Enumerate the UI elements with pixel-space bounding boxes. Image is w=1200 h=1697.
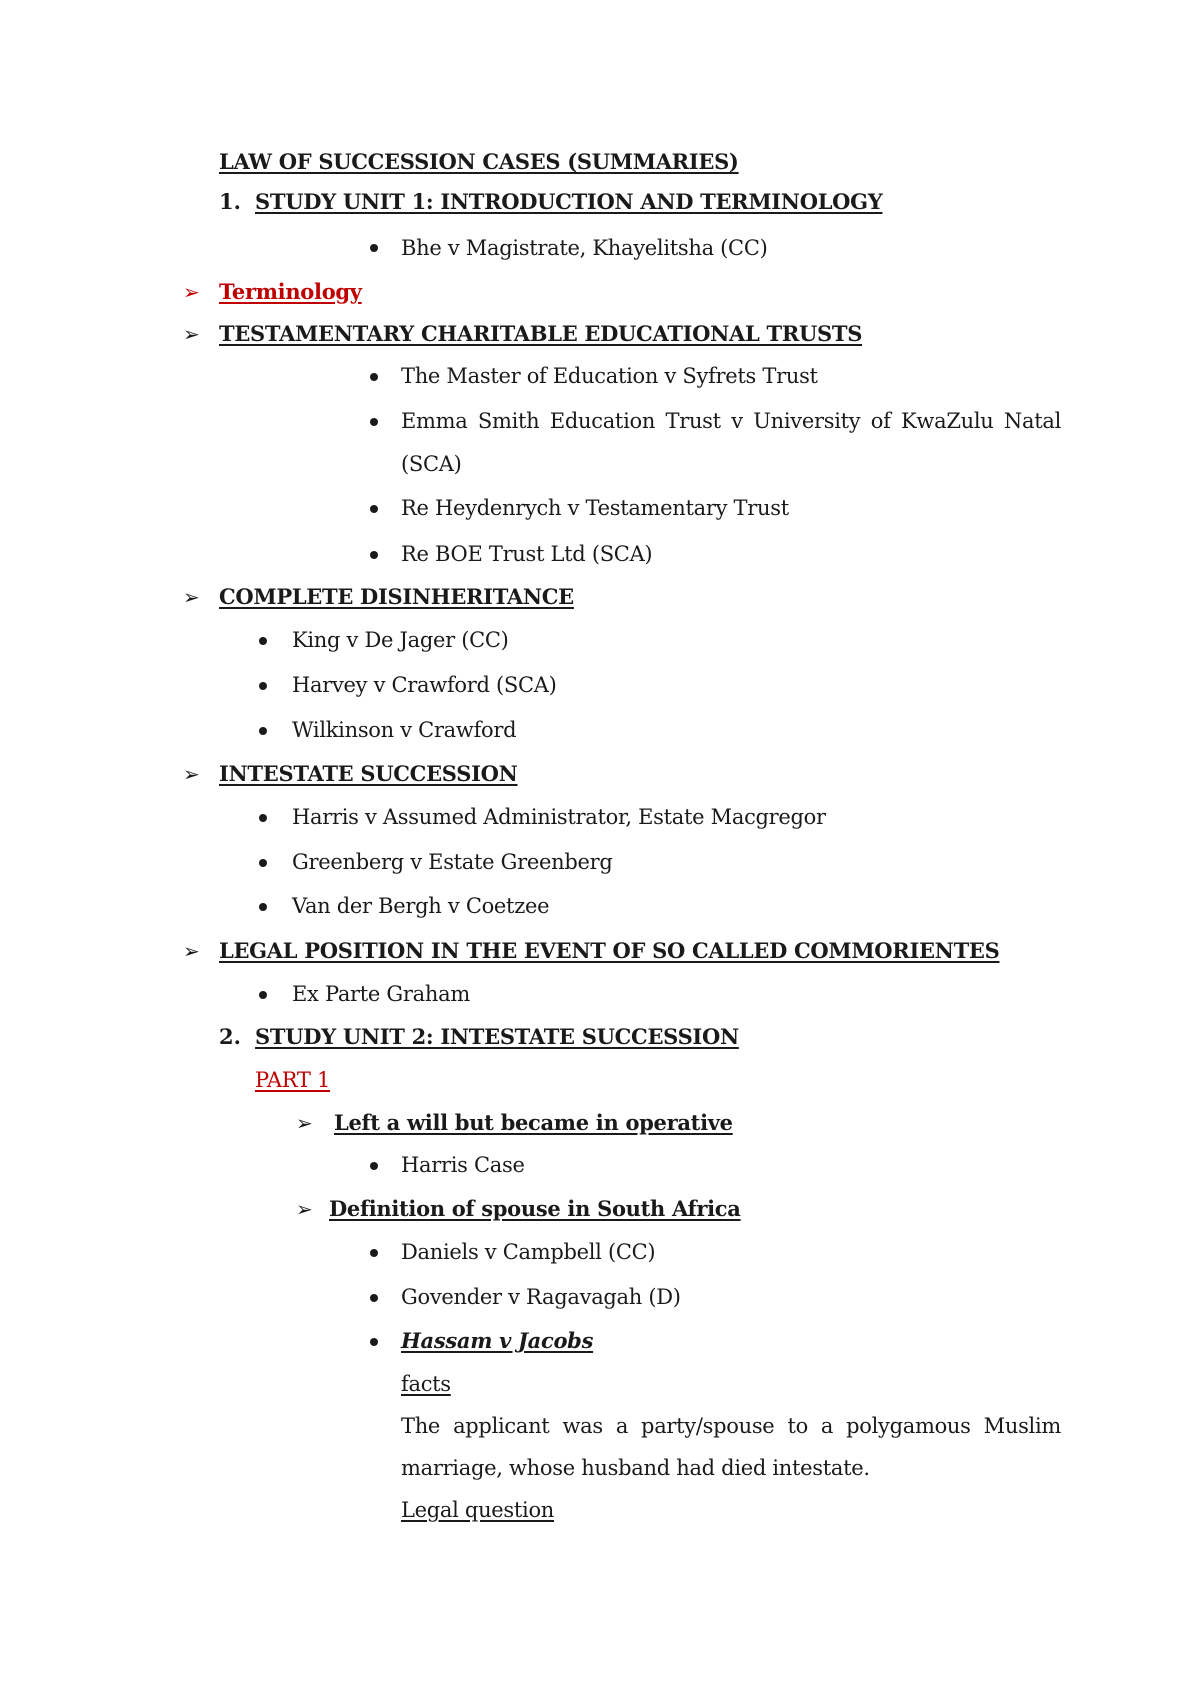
- arrow-bullet-icon: ➢: [183, 762, 200, 786]
- case-item: Daniels v Campbell (CC): [401, 1240, 656, 1264]
- section-commorientes-heading: LEGAL POSITION IN THE EVENT OF SO CALLED COMMORIENTES: [219, 938, 1000, 963]
- facts-label: facts: [401, 1372, 451, 1396]
- arrow-bullet-icon: ➢: [183, 322, 200, 346]
- spouse-heading: Definition of spouse in South Africa: [329, 1196, 741, 1221]
- case-item: Greenberg v Estate Greenberg: [292, 850, 613, 874]
- case-item: Harvey v Crawford (SCA): [292, 673, 557, 697]
- case-item: Harris Case: [401, 1153, 525, 1177]
- case-item: Van der Bergh v Coetzee: [292, 894, 550, 918]
- facts-text-continuation: marriage, whose husband had died intestate.: [401, 1456, 870, 1480]
- case-item: The Master of Education v Syfrets Trust: [401, 364, 818, 388]
- unit2-heading: STUDY UNIT 2: INTESTATE SUCCESSION: [255, 1024, 739, 1049]
- bullet-icon: [370, 1162, 378, 1170]
- bullet-icon: [370, 373, 378, 381]
- section-trusts-heading: TESTAMENTARY CHARITABLE EDUCATIONAL TRUSTS: [219, 321, 863, 346]
- case-item-continuation: (SCA): [401, 452, 462, 476]
- case-item: Emma Smith Education Trust v University of KwaZulu Natal: [401, 409, 1061, 433]
- case-item: Harris v Assumed Administrator, Estate Macgregor: [292, 805, 826, 829]
- bullet-icon: [370, 1294, 378, 1302]
- unit1-heading: STUDY UNIT 1: INTRODUCTION AND TERMINOLOGY: [255, 189, 883, 214]
- section-intestate-heading: INTESTATE SUCCESSION: [219, 761, 518, 786]
- bullet-icon: [259, 637, 267, 645]
- bullet-icon: [370, 418, 378, 426]
- arrow-bullet-icon: ➢: [183, 280, 200, 304]
- bullet-icon: [259, 859, 267, 867]
- bullet-icon: [259, 727, 267, 735]
- bullet-icon: [259, 991, 267, 999]
- case-item: Bhe v Magistrate, Khayelitsha (CC): [401, 236, 768, 260]
- case-item-highlighted: Hassam v Jacobs: [401, 1328, 594, 1353]
- section-disinheritance-heading: COMPLETE DISINHERITANCE: [219, 584, 574, 609]
- arrow-bullet-icon: ➢: [183, 585, 200, 609]
- case-item: King v De Jager (CC): [292, 628, 509, 652]
- part-label: PART 1: [255, 1068, 331, 1092]
- bullet-icon: [370, 1338, 378, 1346]
- case-item: Wilkinson v Crawford: [292, 718, 517, 742]
- bullet-icon: [370, 244, 378, 252]
- bullet-icon: [259, 903, 267, 911]
- case-item: Re Heydenrych v Testamentary Trust: [401, 496, 789, 520]
- page-title: LAW OF SUCCESSION CASES (SUMMARIES): [219, 149, 739, 174]
- arrow-bullet-icon: ➢: [296, 1111, 313, 1135]
- bullet-icon: [259, 814, 267, 822]
- bullet-icon: [259, 682, 267, 690]
- legal-question-label: Legal question: [401, 1498, 555, 1522]
- bullet-icon: [370, 551, 378, 559]
- unit1-number: 1.: [219, 189, 241, 214]
- case-item: Govender v Ragavagah (D): [401, 1285, 681, 1309]
- bullet-icon: [370, 505, 378, 513]
- section-terminology: Terminology: [219, 279, 362, 304]
- will-heading: Left a will but became in operative: [334, 1110, 733, 1135]
- case-item: Re BOE Trust Ltd (SCA): [401, 542, 653, 566]
- facts-text: The applicant was a party/spouse to a polygamous Muslim: [401, 1414, 1061, 1438]
- arrow-bullet-icon: ➢: [296, 1197, 313, 1221]
- unit2-number: 2.: [219, 1024, 241, 1049]
- bullet-icon: [370, 1249, 378, 1257]
- arrow-bullet-icon: ➢: [183, 939, 200, 963]
- case-item: Ex Parte Graham: [292, 982, 470, 1006]
